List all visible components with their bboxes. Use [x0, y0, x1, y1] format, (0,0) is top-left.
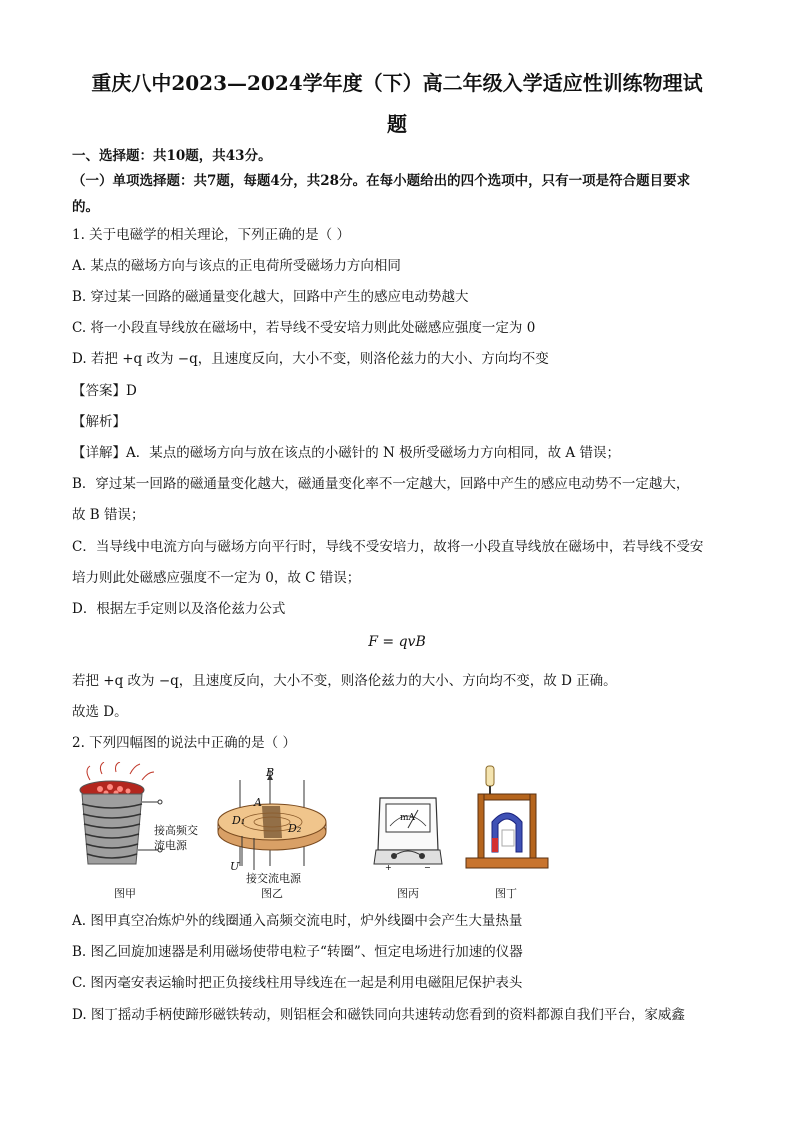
cyclotron-u-label: U: [230, 860, 240, 873]
furnace-figure: [70, 762, 220, 877]
svg-text:+: +: [385, 863, 392, 870]
section-heading: 一、选择题：共10题，共43分。: [72, 148, 272, 164]
q1-detail-a: 【详解】A．某点的磁场方向与放在该点的小磁针的 N 极所受磁场力方向相同，故 A 错误；: [72, 445, 620, 461]
q1-analysis-label: 【解析】: [72, 414, 126, 430]
cyclotron-note: 接交流电源: [246, 872, 301, 885]
q1-option-a: A. 某点的磁场方向与该点的正电荷所受磁场力方向相同: [72, 258, 401, 274]
page-title-continued: 题: [387, 112, 407, 136]
q1-detail-c-continued: 培力则此处磁感应强度不一定为 0，故 C 错误；: [72, 570, 361, 586]
cyclotron-a-label: A: [254, 796, 262, 809]
furnace-note-line2: 流电源: [154, 839, 187, 852]
q1-conclusion: 故选 D。: [72, 704, 128, 720]
q2-option-a: A. 图甲真空冶炼炉外的线圈通入高频交流电时，炉外线圈中会产生大量热量: [72, 913, 523, 929]
q1-detail-b-continued: 故 B 错误；: [72, 507, 145, 523]
figure-bing-label: 图丙: [397, 887, 419, 900]
horseshoe-magnet-figure: [462, 764, 552, 874]
q1-detail-d-continued: 若把 +q 改为 −q，且速度反向，大小不变，则洛伦兹力的大小、方向均不变，故 D 正确。: [72, 673, 617, 689]
q2-stem: 2. 下列四幅图的说法中正确的是（ ）: [72, 735, 296, 751]
cyclotron-d1-label: D₁: [232, 814, 246, 827]
q1-detail-c: C．当导线中电流方向与磁场方向平行时，导线不受安培力，故将一小段直导线放在磁场中，若导线不受安: [72, 539, 704, 555]
section-subheading-continued: 的。: [72, 199, 99, 215]
svg-text:−: −: [424, 863, 431, 870]
cyclotron-d2-label: D₂: [288, 822, 302, 835]
q2-option-b: B. 图乙回旋加速器是利用磁场使带电粒子“转圈”、恒定电场进行加速的仪器: [72, 944, 523, 960]
q1-option-d: D. 若把 +q 改为 −q，且速度反向，大小不变，则洛伦兹力的大小、方向均不变: [72, 351, 549, 367]
q1-answer: 【答案】D: [72, 383, 137, 399]
milliammeter-figure: [372, 792, 444, 870]
section-subheading: （一）单项选择题：共7题，每题4分，共28分。在每小题给出的四个选项中，只有一项是符合题目要求: [72, 173, 691, 189]
meter-unit: mA: [400, 813, 416, 823]
q2-option-d: D. 图丁摇动手柄使蹄形磁铁转动，则铝框会和磁铁同向共速转动您看到的资料都源自我们平台，家威鑫: [72, 1007, 685, 1023]
figure-ding-label: 图丁: [495, 887, 517, 900]
figure-yi-label: 图乙: [261, 887, 283, 900]
q1-option-b: B. 穿过某一回路的磁通量变化越大，回路中产生的感应电动势越大: [72, 289, 469, 305]
figure-jia-label: 图甲: [114, 887, 136, 900]
lorentz-formula: F = qvB: [368, 634, 426, 650]
q1-option-c: C. 将一小段直导线放在磁场中，若导线不受安培力则此处磁感应强度一定为 0: [72, 320, 536, 336]
page-title: 重庆八中2023—2024学年度（下）高二年级入学适应性训练物理试: [91, 71, 703, 95]
q1-detail-b: B．穿过某一回路的磁通量变化越大，磁通量变化率不一定越大，回路中产生的感应电动势不一定越大，: [72, 476, 690, 492]
q1-detail-d: D．根据左手定则以及洛伦兹力公式: [72, 601, 286, 617]
q1-stem: 1. 关于电磁学的相关理论，下列正确的是（ ）: [72, 227, 350, 243]
q2-option-c: C. 图丙毫安表运输时把正负接线柱用导线连在一起是利用电磁阻尼保护表头: [72, 975, 523, 991]
cyclotron-b-label: B: [266, 766, 275, 779]
furnace-note-line1: 接高频交: [154, 824, 198, 837]
cyclotron-figure: [212, 766, 332, 872]
